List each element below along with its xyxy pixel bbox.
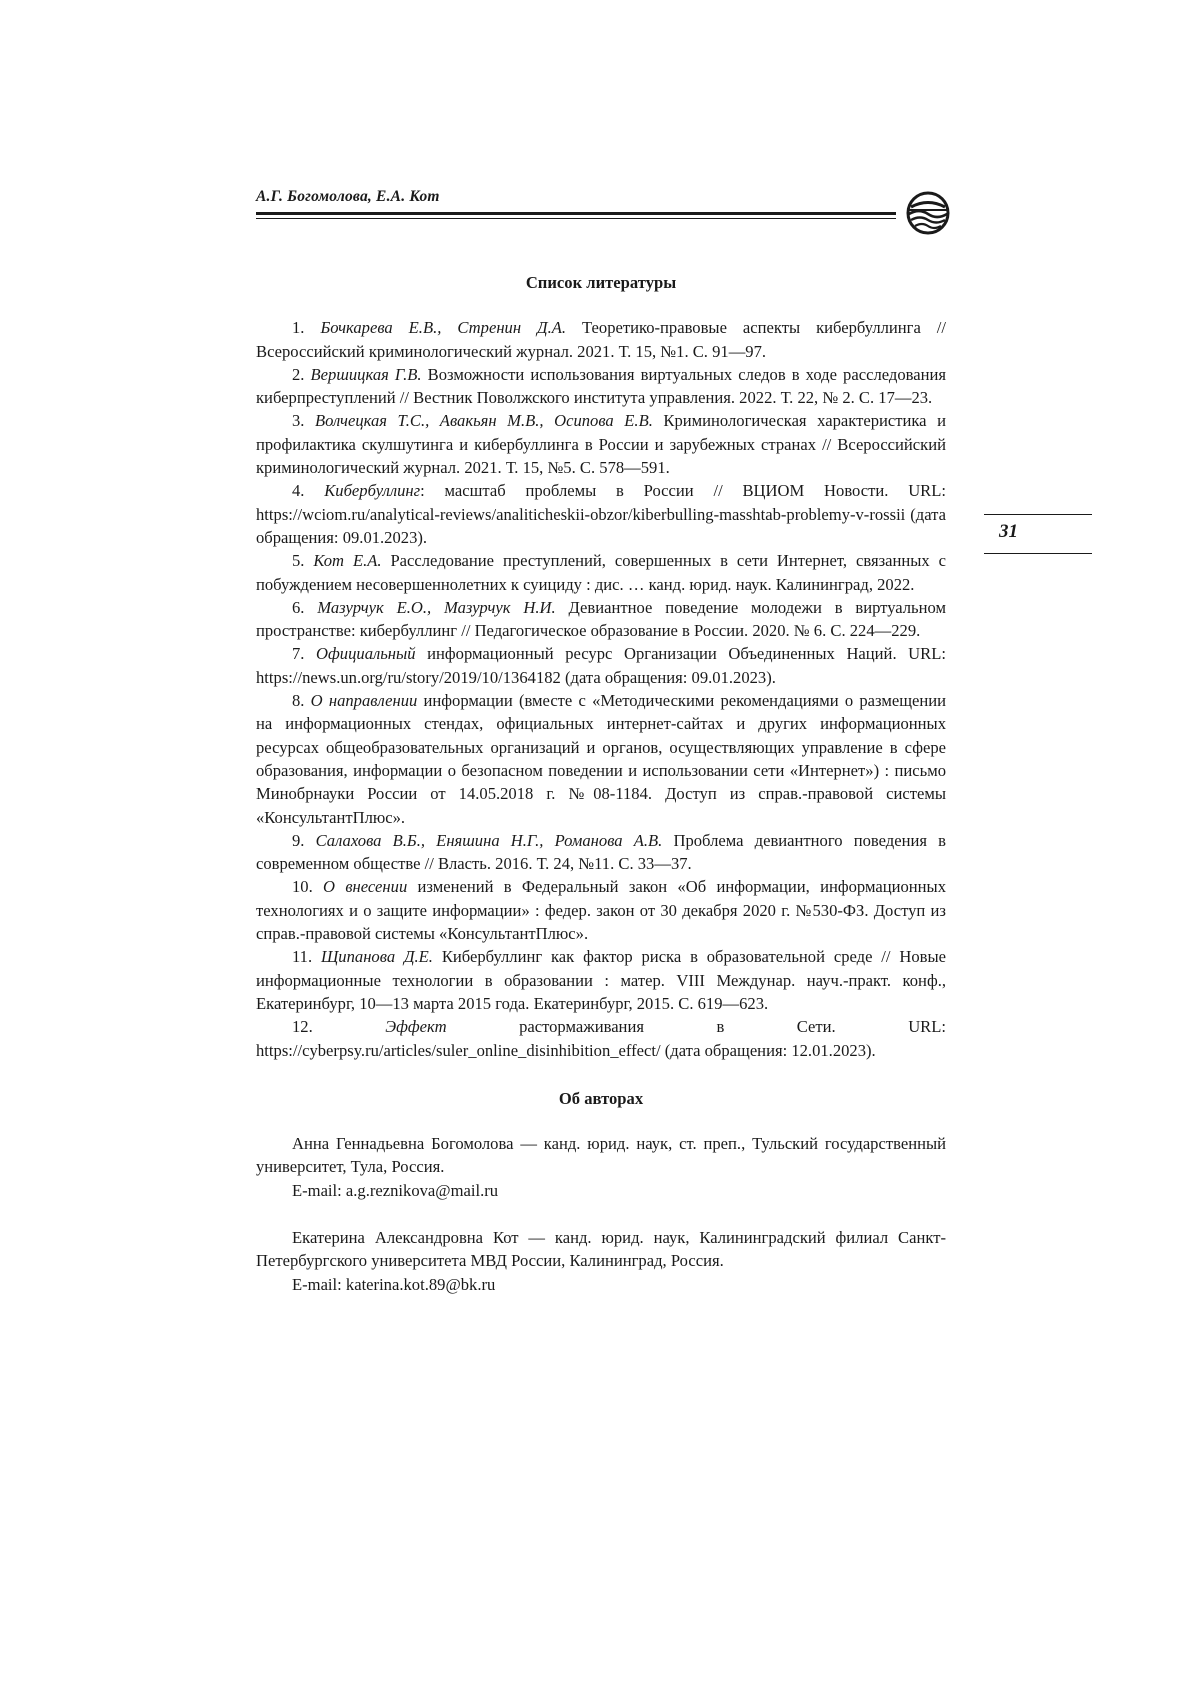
reference-item: 9. Салахова В.Б., Еняшина Н.Г., Романова А.В. Проблема девиантного поведения в современном обществе // Власть. 2016. Т. 24, №11. С. 33—37. xyxy=(256,830,946,874)
reference-item: 1. Бочкарева Е.В., Стренин Д.А. Теоретико-правовые аспекты кибербуллинга // Всероссийский криминологический журнал. 2021. Т. 15, №1. С. 91—97. xyxy=(256,318,946,361)
reference-item: 2. Вершицкая Г.В. Возможности использования виртуальных следов в ходе расследования киберпреступлений // Вестник Поволжского института управления. 2022. Т. 22, № 2. С. 17—23. xyxy=(256,364,946,408)
author-email: E-mail: a.g.reznikova@mail.ru xyxy=(292,1180,499,1200)
author-email: E-mail: katerina.kot.89@bk.ru xyxy=(292,1274,496,1294)
author-description: Анна Геннадьевна Богомолова — канд. юрид. наук, ст. преп., Тульский государственный университет, Тула, Россия. xyxy=(256,1134,946,1177)
header-authors: А.Г. Богомолова, Е.А. Кот xyxy=(256,188,440,205)
author-info xyxy=(256,1132,946,1202)
reference-item: 5. Кот Е.А. Расследование преступлений, совершенных в сети Интернет, связанных с побуждением несовершеннолетних к суициду : дис. … канд. юрид. наук. Калининград, 2022. xyxy=(256,551,946,594)
running-header xyxy=(256,188,896,206)
reference-item: 7. Официальный информационный ресурс Организации Объединенных Наций. URL: https://news.un.org/ru/story/2019/10/1364182 (дата обращения: 09.01.2023). xyxy=(256,644,946,687)
author-info xyxy=(256,1226,946,1296)
header-rule-thin xyxy=(256,218,896,219)
about-authors-title: Об авторах xyxy=(558,1088,644,1108)
reference-item: 6. Мазурчук Е.О., Мазурчук Н.И. Девиантное поведение молодежи в виртуальном пространстве: кибербуллинг // Педагогическое образование в России. 2020. № 6. С. 224—229. xyxy=(256,597,946,641)
page-number: 31 xyxy=(999,521,1018,542)
journal-logo-icon xyxy=(905,190,951,236)
reference-item: 11. Щипанова Д.Е. Кибербуллинг как фактор риска в образовательной среде // Новые информационные технологии в образовании : матер. VIII Междунар. науч.-практ. конф., Екатеринбург, 10—13 марта 2015 года. Екатеринбург, 2015. С. 619—623. xyxy=(256,947,946,1013)
page-number-box xyxy=(984,514,1092,554)
reference-item: 12. Эффект растормаживания в Сети. URL: https://cyberpsy.ru/articles/suler_online_disinhibition_effect/ (дата обращения: 12.01.2023). xyxy=(256,1017,946,1060)
header-rule-thick xyxy=(256,212,896,215)
main-content xyxy=(256,271,946,1320)
reference-item: 3. Волчецкая Т.С., Авакьян М.В., Осипова Е.В. Криминологическая характеристика и профилактика скулшутинга и кибербуллинга в России и зарубежных странах // Всероссийский криминологический журнал. 2021. Т. 15, №5. С. 578—591. xyxy=(256,411,946,478)
references-title: Список литературы xyxy=(525,273,677,292)
author-description: Екатерина Александровна Кот — канд. юрид. наук, Калининградский филиал Санкт-Петербургского университета МВД России, Калининград, Россия. xyxy=(256,1227,946,1271)
reference-item: 8. О направлении информации (вместе с «Методическими рекомендациями о размещении на информационных стендах, официальных интернет-сайтах и других информационных ресурсах общеобразовательных организаций и органов, осуществляющих управление в сфере образования, информации о безопасном поведении и использовании сети «Интернет») : письмо Минобрнауки России от 14.05.2018 г. №08-1184. Доступ из справ.-правовой системы «КонсультантПлюс». xyxy=(256,691,946,827)
references-list xyxy=(256,316,946,1062)
reference-item: 10. О внесении изменений в Федеральный закон «Об информации, информационных технологиях и о защите информации» : федер. закон от 30 декабря 2020 г. №530-ФЗ. Доступ из справ.-правовой системы «КонсультантПлюс». xyxy=(256,877,946,944)
reference-item: 4. Кибербуллинг: масштаб проблемы в России // ВЦИОМ Новости. URL: https://wciom.ru/analytical-reviews/analiticheskii-obzor/kiberbulling-masshtab-problemy-v-rossii (дата обращения: 09.01.2023). xyxy=(256,481,946,547)
